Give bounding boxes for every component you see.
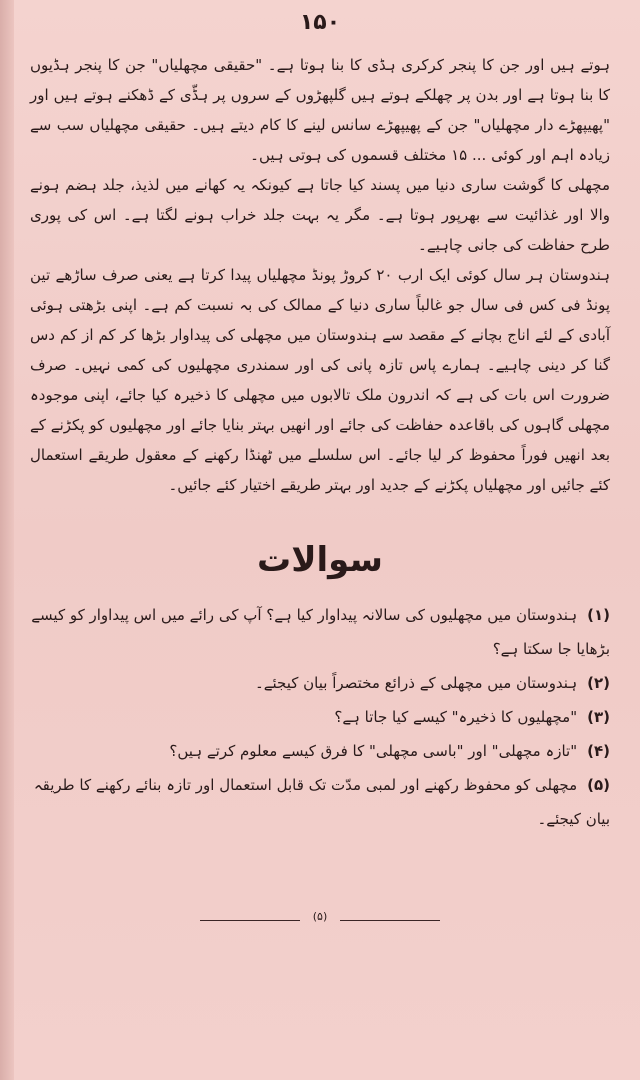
question-number: (۴) <box>587 742 610 760</box>
paragraph: ہندوستان ہر سال کوئی ایک ارب ۲۰ کروڑ پونڈ مچھلیاں پیدا کرتا ہے یعنی صرف ساڑھے تین پونڈ فی کس فی سال جو غالباً ساری دنیا کے ممالک کی بہ نسبت کم ہے۔ اپنی بڑھتی ہوئی آبادی کے لئے اناج بچانے کے مقصد سے ہندوستان میں مچھلی کی پیداوار بڑھا کر کم از کم دس گنا کر دینی چاہیے۔ ہمارے پاس تازہ پانی کی اور سمندری مچھلیوں کی کمی نہیں۔ صرف ضرورت اس بات کی ہے کہ اندرون ملک تالابوں میں مچھلی کا ذخیرہ کیا جائے، اپنی موجودہ مچھلی گاہوں کی باقاعدہ حفاظت کی جائے اور انھیں بہتر بنایا جائے اور مچھلیوں کو پکڑنے کے بعد انھیں فوراً محفوظ کر لیا جائے۔ اس سلسلے میں ٹھنڈا رکھنے کے معقول طریقے استعمال کئے جائیں اور مچھلیاں پکڑنے کے جدید اور بہتر طریقے اختیار کئے جائیں۔ <box>30 266 610 494</box>
question-item <box>30 700 610 734</box>
question-item <box>30 666 610 700</box>
paragraph: مچھلی کا گوشت ساری دنیا میں پسند کیا جاتا ہے کیونکہ یہ کھانے میں لذیذ، جلد ہضم ہونے والا اور غذائیت سے بھرپور ہوتا ہے۔ مگر یہ بہت جلد خراب ہونے لگتا ہے۔ اس کی پوری طرح حفاظت کی جانی چاہیے۔ <box>30 176 610 254</box>
paragraph: ہوتے ہیں اور جن کا پنجر کرکری ہڈی کا بنا ہوتا ہے۔ "حقیقی مچھلیاں" جن کا پنجر ہڈیوں کا بنا ہوتا ہے اور بدن پر چھلکے ہوتے ہیں گلپھڑوں کے سروں پر ہڈّی کے ڈھکنے ہوتے ہیں اور "پھیپھڑے دار مچھلیاں" جن کے پھیپھڑے سانس لینے کا کام دیتے ہیں۔ حقیقی مچھلیاں سب سے زیادہ اہم اور کوئی ... ۱۵ مختلف قسموں کی ہوتی ہیں۔ <box>30 56 610 164</box>
question-number: (۵) <box>587 776 610 794</box>
page-number: ۱۵۰ <box>299 10 341 35</box>
footer-divider <box>200 910 440 926</box>
question-text: "تازہ مچھلی" اور "باسی مچھلی" کا فرق کیسے معلوم کرتے ہیں؟ <box>169 742 578 760</box>
question-item <box>30 734 610 768</box>
question-text: ہندوستان میں مچھلیوں کی سالانہ پیداوار کیا ہے؟ آپ کی رائے میں اس پیداوار کو کیسے بڑھایا جا سکتا ہے؟ <box>31 606 610 658</box>
divider-mark: (۵) <box>312 910 328 923</box>
question-number: (۱) <box>587 606 610 624</box>
question-item <box>30 598 610 666</box>
divider-line-right <box>340 920 440 921</box>
question-text: "مچھلیوں کا ذخیرہ" کیسے کیا جاتا ہے؟ <box>334 708 578 726</box>
question-number: (۳) <box>587 708 610 726</box>
question-number: (۲) <box>587 674 610 692</box>
question-text: ہندوستان میں مچھلی کے ذرائع مختصراً بیان کیجئے۔ <box>254 674 578 692</box>
question-text: مچھلی کو محفوظ رکھنے اور لمبی مدّت تک قابل استعمال اور تازہ بنائے رکھنے کا طریقہ بیان کیجئے۔ <box>33 776 610 828</box>
question-item <box>30 768 610 836</box>
questions-list <box>30 598 610 836</box>
body-text <box>30 50 610 500</box>
questions-heading: سوالات <box>257 540 383 580</box>
